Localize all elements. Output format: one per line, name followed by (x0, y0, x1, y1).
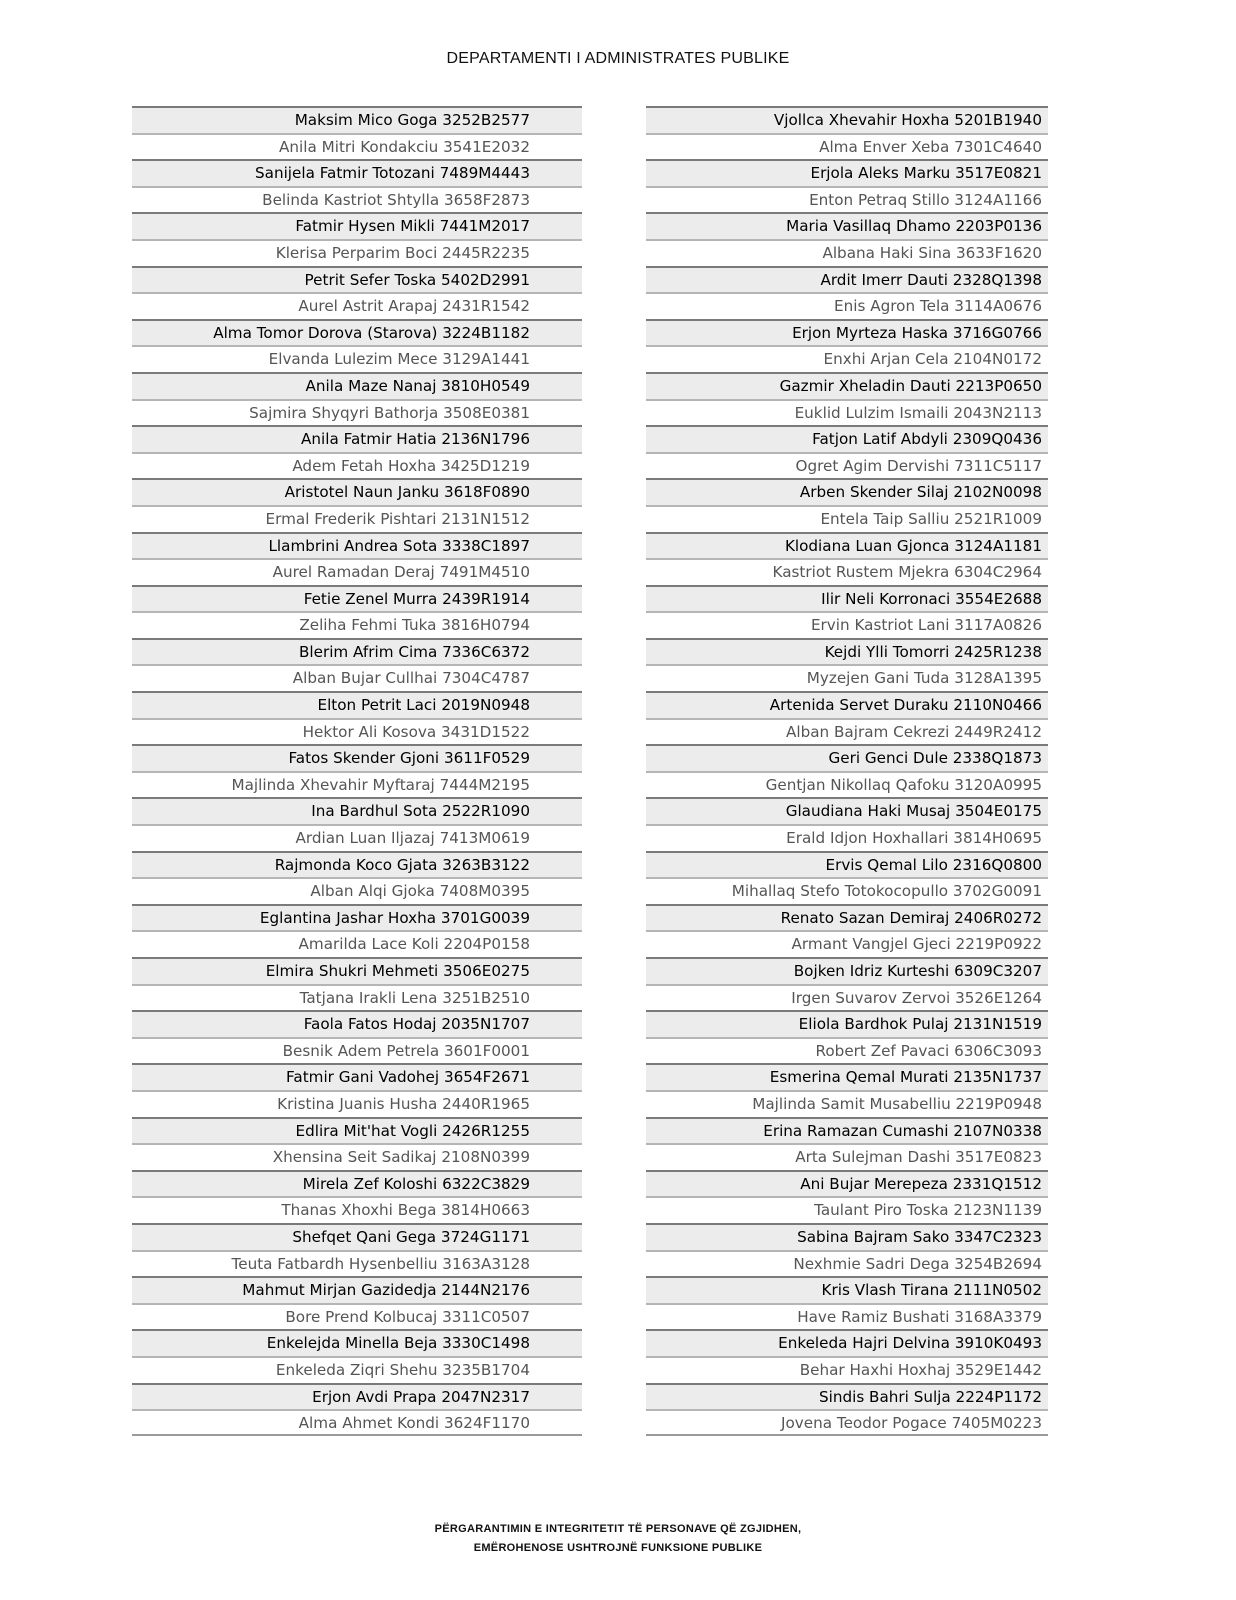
list-item: Edlira Mit'hat Vogli 2426R1255 (132, 1117, 582, 1144)
list-item: Shefqet Qani Gega 3724G1171 (132, 1223, 582, 1250)
list-item: Enton Petraq Stillo 3124A1166 (646, 186, 1048, 213)
list-item: Zeliha Fehmi Tuka 3816H0794 (132, 611, 582, 638)
footer-line-1: PËRGARANTIMIN E INTEGRITETIT TË PERSONAVE QË ZGJIDHEN, (434, 1523, 802, 1535)
list-item: Arben Skender Silaj 2102N0098 (646, 478, 1048, 505)
list-item: Mirela Zef Koloshi 6322C3829 (132, 1170, 582, 1197)
list-item: Fatmir Hysen Mikli 7441M2017 (132, 212, 582, 239)
footer-line-2: EMËROHENOSE USHTROJNË FUNKSIONE PUBLIKE (473, 1542, 763, 1554)
list-item: Majlinda Samit Musabelliu 2219P0948 (646, 1090, 1048, 1117)
list-item: Maksim Mico Goga 3252B2577 (132, 106, 582, 133)
list-item: Nexhmie Sadri Dega 3254B2694 (646, 1250, 1048, 1277)
list-item: Ermal Frederik Pishtari 2131N1512 (132, 505, 582, 532)
list-item: Elmira Shukri Mehmeti 3506E0275 (132, 957, 582, 984)
list-item: Tatjana Irakli Lena 3251B2510 (132, 984, 582, 1011)
list-item: Teuta Fatbardh Hysenbelliu 3163A3128 (132, 1250, 582, 1277)
list-item: Elton Petrit Laci 2019N0948 (132, 691, 582, 718)
list-item: Alma Enver Xeba 7301C4640 (646, 133, 1048, 160)
list-item: Robert Zef Pavaci 6306C3093 (646, 1037, 1048, 1064)
list-item: Renato Sazan Demiraj 2406R0272 (646, 904, 1048, 931)
list-item: Klerisa Perparim Boci 2445R2235 (132, 239, 582, 266)
list-item: Adem Fetah Hoxha 3425D1219 (132, 452, 582, 479)
list-item: Xhensina Seit Sadikaj 2108N0399 (132, 1143, 582, 1170)
list-item: Ina Bardhul Sota 2522R1090 (132, 797, 582, 824)
list-item: Kastriot Rustem Mjekra 6304C2964 (646, 558, 1048, 585)
list-item: Enis Agron Tela 3114A0676 (646, 292, 1048, 319)
list-item: Hektor Ali Kosova 3431D1522 (132, 718, 582, 745)
list-item: Ervin Kastriot Lani 3117A0826 (646, 611, 1048, 638)
list-item: Behar Haxhi Hoxhaj 3529E1442 (646, 1356, 1048, 1383)
list-item: Mahmut Mirjan Gazidedja 2144N2176 (132, 1276, 582, 1303)
list-item: Ervis Qemal Lilo 2316Q0800 (646, 851, 1048, 878)
page-title: DEPARTAMENTI I ADMINISTRATES PUBLIKE (446, 50, 790, 67)
list-item: Sanijela Fatmir Totozani 7489M4443 (132, 159, 582, 186)
list-item: Erjon Avdi Prapa 2047N2317 (132, 1383, 582, 1410)
list-item: Erjon Myrteza Haska 3716G0766 (646, 319, 1048, 346)
list-item: Bore Prend Kolbucaj 3311C0507 (132, 1303, 582, 1330)
list-item: Have Ramiz Bushati 3168A3379 (646, 1303, 1048, 1330)
list-item: Alma Tomor Dorova (Starova) 3224B1182 (132, 319, 582, 346)
list-item: Geri Genci Dule 2338Q1873 (646, 744, 1048, 771)
list-item: Albana Haki Sina 3633F1620 (646, 239, 1048, 266)
list-item: Majlinda Xhevahir Myftaraj 7444M2195 (132, 771, 582, 798)
list-item: Llambrini Andrea Sota 3338C1897 (132, 532, 582, 559)
list-item: Alban Alqi Gjoka 7408M0395 (132, 877, 582, 904)
list-item: Besnik Adem Petrela 3601F0001 (132, 1037, 582, 1064)
list-item: Thanas Xhoxhi Bega 3814H0663 (132, 1196, 582, 1223)
list-item: Gazmir Xheladin Dauti 2213P0650 (646, 372, 1048, 399)
list-item: Elvanda Lulezim Mece 3129A1441 (132, 345, 582, 372)
list-item: Kristina Juanis Husha 2440R1965 (132, 1090, 582, 1117)
list-item: Erina Ramazan Cumashi 2107N0338 (646, 1117, 1048, 1144)
list-item: Klodiana Luan Gjonca 3124A1181 (646, 532, 1048, 559)
list-item: Sajmira Shyqyri Bathorja 3508E0381 (132, 399, 582, 426)
list-item: Petrit Sefer Toska 5402D2991 (132, 266, 582, 293)
list-item: Blerim Afrim Cima 7336C6372 (132, 638, 582, 665)
list-item: Armant Vangjel Gjeci 2219P0922 (646, 930, 1048, 957)
list-item: Mihallaq Stefo Totokocopullo 3702G0091 (646, 877, 1048, 904)
list-item: Eliola Bardhok Pulaj 2131N1519 (646, 1010, 1048, 1037)
list-item: Sabina Bajram Sako 3347C2323 (646, 1223, 1048, 1250)
list-item: Rajmonda Koco Gjata 3263B3122 (132, 851, 582, 878)
list-item: Aurel Ramadan Deraj 7491M4510 (132, 558, 582, 585)
list-item: Jovena Teodor Pogace 7405M0223 (646, 1409, 1048, 1436)
list-item: Alma Ahmet Kondi 3624F1170 (132, 1409, 582, 1436)
list-item: Alban Bajram Cekrezi 2449R2412 (646, 718, 1048, 745)
list-item: Fatjon Latif Abdyli 2309Q0436 (646, 425, 1048, 452)
list-item: Vjollca Xhevahir Hoxha 5201B1940 (646, 106, 1048, 133)
page-footer (0, 1520, 1236, 1558)
list-item: Enxhi Arjan Cela 2104N0172 (646, 345, 1048, 372)
list-item: Aurel Astrit Arapaj 2431R1542 (132, 292, 582, 319)
list-item: Sindis Bahri Sulja 2224P1172 (646, 1383, 1048, 1410)
list-item: Anila Maze Nanaj 3810H0549 (132, 372, 582, 399)
list-item: Erald Idjon Hoxhallari 3814H0695 (646, 824, 1048, 851)
list-item: Enkeleda Ziqri Shehu 3235B1704 (132, 1356, 582, 1383)
list-item: Myzejen Gani Tuda 3128A1395 (646, 664, 1048, 691)
list-item: Faola Fatos Hodaj 2035N1707 (132, 1010, 582, 1037)
list-item: Euklid Lulzim Ismaili 2043N2113 (646, 399, 1048, 426)
list-item: Enkelejda Minella Beja 3330C1498 (132, 1329, 582, 1356)
list-item: Entela Taip Salliu 2521R1009 (646, 505, 1048, 532)
list-item: Eglantina Jashar Hoxha 3701G0039 (132, 904, 582, 931)
list-item: Glaudiana Haki Musaj 3504E0175 (646, 797, 1048, 824)
list-item: Ani Bujar Merepeza 2331Q1512 (646, 1170, 1048, 1197)
list-item: Taulant Piro Toska 2123N1139 (646, 1196, 1048, 1223)
list-item: Belinda Kastriot Shtylla 3658F2873 (132, 186, 582, 213)
list-item: Arta Sulejman Dashi 3517E0823 (646, 1143, 1048, 1170)
list-item: Artenida Servet Duraku 2110N0466 (646, 691, 1048, 718)
list-item: Enkeleda Hajri Delvina 3910K0493 (646, 1329, 1048, 1356)
list-item: Fetie Zenel Murra 2439R1914 (132, 585, 582, 612)
list-item: Bojken Idriz Kurteshi 6309C3207 (646, 957, 1048, 984)
list-item: Kejdi Ylli Tomorri 2425R1238 (646, 638, 1048, 665)
list-item: Amarilda Lace Koli 2204P0158 (132, 930, 582, 957)
list-item: Ardit Imerr Dauti 2328Q1398 (646, 266, 1048, 293)
list-item: Anila Mitri Kondakciu 3541E2032 (132, 133, 582, 160)
list-item: Fatos Skender Gjoni 3611F0529 (132, 744, 582, 771)
list-item: Gentjan Nikollaq Qafoku 3120A0995 (646, 771, 1048, 798)
names-list-right (646, 106, 1048, 1436)
list-item: Erjola Aleks Marku 3517E0821 (646, 159, 1048, 186)
names-list-left (132, 106, 582, 1436)
list-item: Ilir Neli Korronaci 3554E2688 (646, 585, 1048, 612)
list-item: Irgen Suvarov Zervoi 3526E1264 (646, 984, 1048, 1011)
list-item: Ardian Luan Iljazaj 7413M0619 (132, 824, 582, 851)
list-item: Maria Vasillaq Dhamo 2203P0136 (646, 212, 1048, 239)
list-item: Ogret Agim Dervishi 7311C5117 (646, 452, 1048, 479)
list-item: Alban Bujar Cullhai 7304C4787 (132, 664, 582, 691)
list-item: Aristotel Naun Janku 3618F0890 (132, 478, 582, 505)
list-item: Anila Fatmir Hatia 2136N1796 (132, 425, 582, 452)
list-item: Fatmir Gani Vadohej 3654F2671 (132, 1063, 582, 1090)
list-item: Kris Vlash Tirana 2111N0502 (646, 1276, 1048, 1303)
list-item: Esmerina Qemal Murati 2135N1737 (646, 1063, 1048, 1090)
